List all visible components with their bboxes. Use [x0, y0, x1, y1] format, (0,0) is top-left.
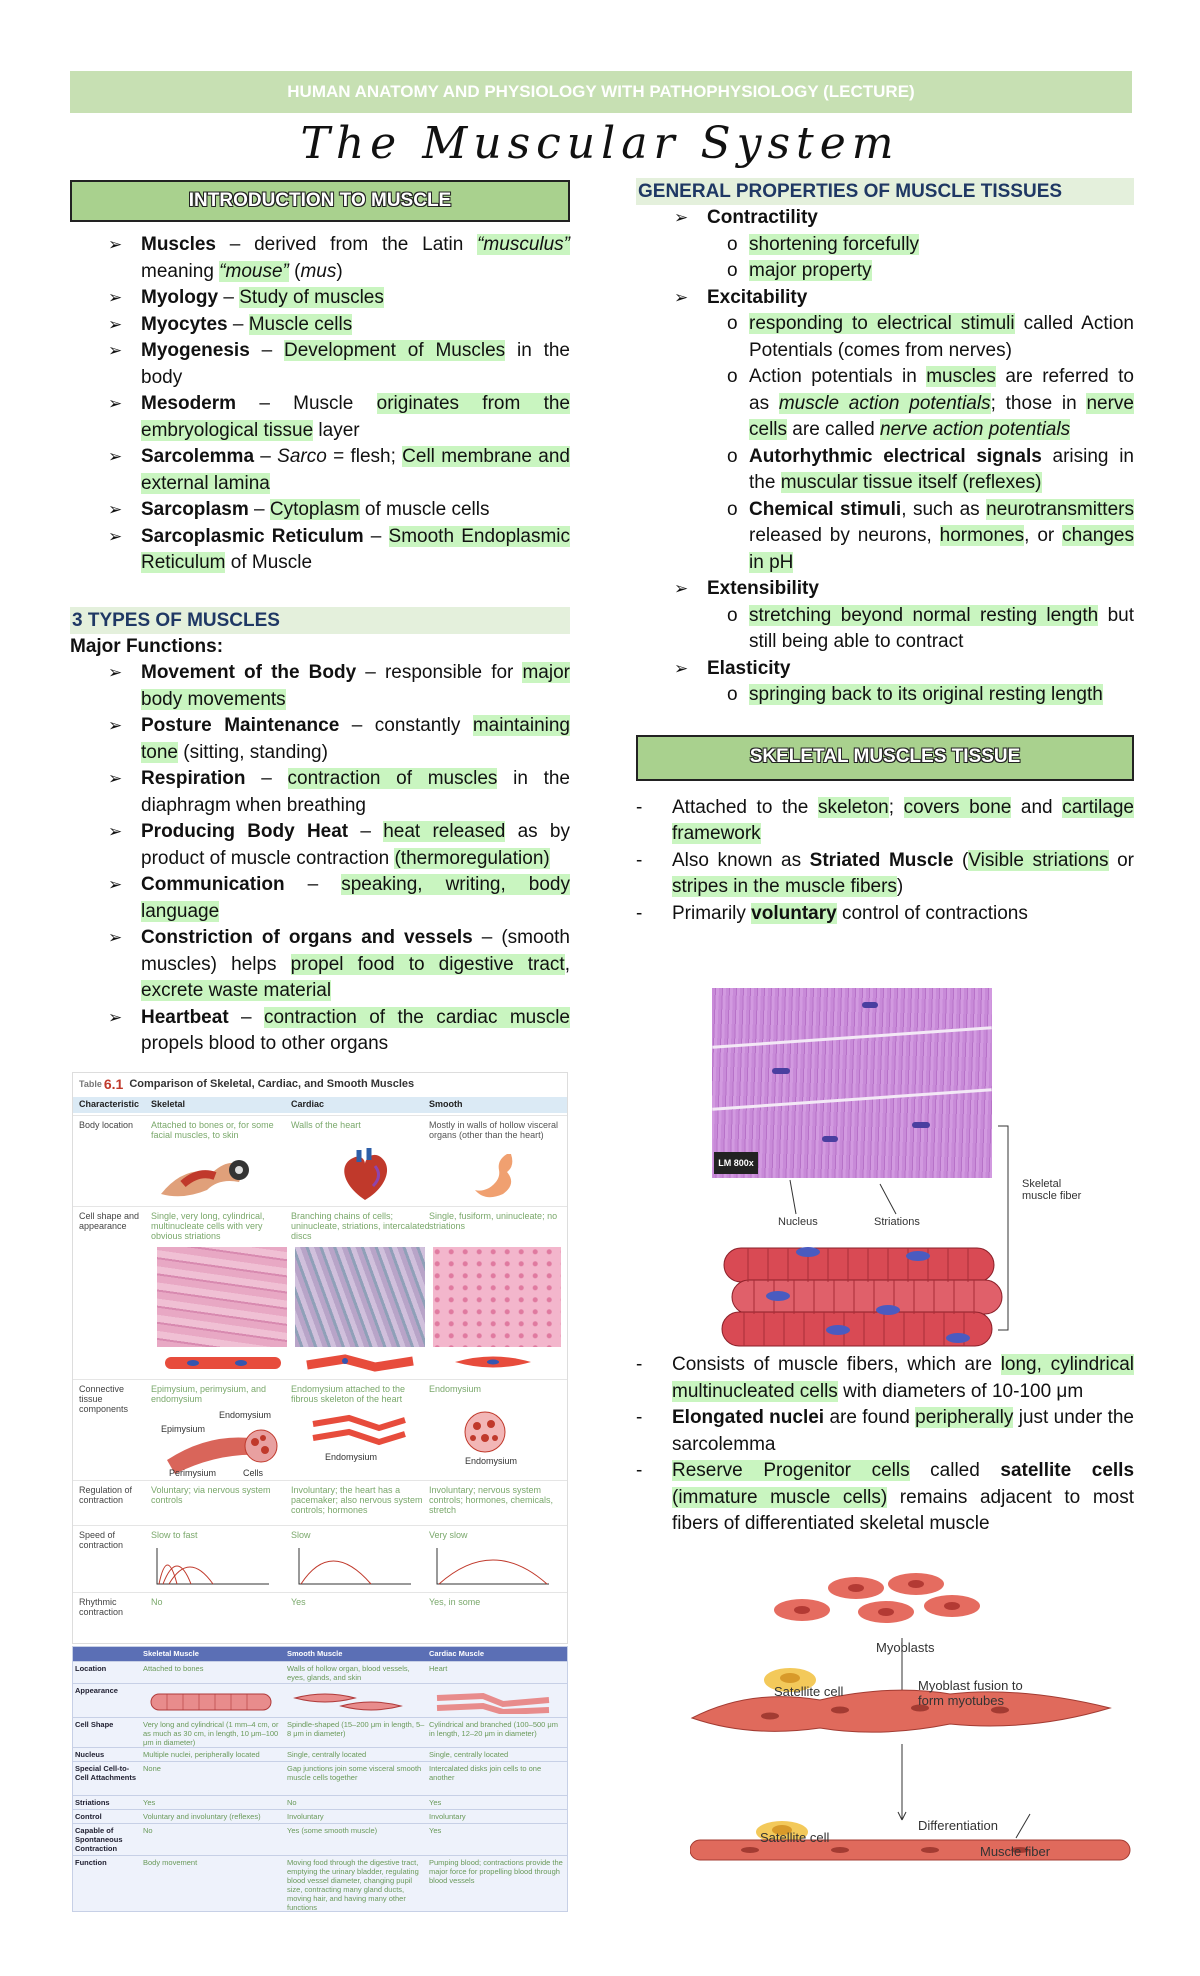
text-segment: 6.1 — [103, 1076, 124, 1092]
text-segment: Cytoplasm — [269, 499, 360, 520]
text-segment: – constantly — [339, 715, 473, 736]
text-segment: Smooth — [429, 1099, 463, 1109]
text-segment: Moving food through the digestive tract, emptying the urinary bladder, regulating blood vessel diameter, changing pupil size, contracting many gland ducts, moving hair, and having many other functions — [287, 1858, 419, 1912]
text-segment: Endomysium attached to the fibrous skeleton of the heart — [291, 1384, 406, 1404]
text-segment: major body movements — [141, 662, 570, 710]
text-segment: Location — [75, 1664, 107, 1673]
text-segment: Action potentials in — [749, 366, 927, 387]
text-segment: satellite cells — [1000, 1460, 1135, 1481]
text-segment: Epimysium — [161, 1424, 206, 1434]
smooth-cell-icon — [453, 1355, 533, 1369]
text-segment: Attached to the — [672, 796, 818, 818]
satellite-cell-label: Satellite cell — [774, 1684, 844, 1699]
text-segment: Involuntary; the heart has a pacemaker; also nervous system controls; hormones — [291, 1485, 423, 1515]
text-segment: Attached to bones or, for some facial muscles, to skin — [151, 1120, 274, 1140]
text-segment: Speed of contraction — [79, 1530, 124, 1550]
satellite-cell-diagram — [690, 1568, 1140, 1908]
text-segment: Single, fusiform, uninucleate; no striations — [429, 1211, 558, 1231]
text-segment: Control — [75, 1812, 102, 1821]
text-segment: are found — [824, 1407, 916, 1428]
sub-list-item — [671, 311, 1134, 364]
text-segment: Endomysium — [465, 1456, 518, 1466]
table-row — [73, 1717, 567, 1748]
text-segment: Cells — [243, 1468, 264, 1478]
text-segment: “mouse” — [219, 260, 289, 282]
text-segment: Yes — [291, 1597, 306, 1607]
text-segment: mus — [300, 260, 337, 282]
text-segment: Pumping blood; contractions provide the major force for propelling blood through blood vessels — [429, 1858, 563, 1885]
list-item — [70, 524, 570, 577]
text-segment: Producing Body Heat — [141, 821, 349, 842]
text-segment: Striations — [75, 1798, 110, 1807]
table-row — [73, 1823, 567, 1856]
text-segment: Very slow — [429, 1530, 468, 1540]
text-segment: called Action Potentials (comes from nerves) — [749, 313, 1134, 361]
text-segment: No — [287, 1798, 297, 1807]
sub-list-item — [671, 682, 1134, 709]
text-segment: Epimysium, perimysium, and endomysium — [151, 1384, 267, 1404]
muscle-summary-table — [72, 1646, 568, 1912]
page-title: The Muscular System — [300, 118, 900, 169]
table-row — [73, 1795, 567, 1810]
text-segment: Muscle cells — [248, 313, 353, 335]
text-segment: Consists of muscle fibers, which are — [672, 1354, 1001, 1375]
text-segment: Myology — [141, 287, 219, 308]
text-segment: but still being able to contract — [749, 604, 1134, 652]
text-segment: Regulation of contraction — [79, 1485, 133, 1505]
text-segment: Cardiac — [291, 1099, 325, 1109]
text-segment: (thermoregulation) — [394, 847, 550, 869]
text-segment: – (smooth muscles) helps — [141, 927, 570, 975]
text-segment: – — [348, 821, 384, 842]
text-segment: No — [143, 1826, 153, 1835]
stomach-icon — [467, 1150, 527, 1202]
table-title — [73, 1073, 567, 1095]
text-segment: Branching chains of cells; uninucleate, striations, intercalated discs — [291, 1211, 430, 1241]
major-functions-label: Major Functions: — [70, 635, 224, 657]
sub-list-item — [671, 364, 1134, 444]
text-segment: ) — [896, 876, 904, 897]
text-segment: Endomysium — [429, 1384, 482, 1394]
text-segment: Smooth Muscle — [287, 1649, 343, 1658]
text-segment: Mesoderm — [141, 393, 237, 414]
skeletal-micrograph — [157, 1247, 287, 1347]
text-segment: and — [1011, 796, 1063, 818]
text-segment: Skeletal — [151, 1099, 186, 1109]
table-row — [73, 1661, 567, 1684]
table-header — [73, 1647, 567, 1661]
table-row — [73, 1592, 567, 1633]
text-segment: or — [1108, 849, 1135, 871]
text-segment: ( — [953, 849, 969, 871]
text-segment: – — [227, 313, 249, 335]
text-segment: Cell Shape — [75, 1720, 114, 1729]
text-segment: just under the sarcolemma — [672, 1407, 1134, 1455]
text-segment: Yes (some smooth muscle) — [287, 1826, 378, 1835]
intro-heading-text: INTRODUCTION TO MUSCLE — [188, 189, 452, 211]
text-segment: Excitability — [707, 286, 808, 308]
text-segment: Walls of the heart — [291, 1120, 361, 1130]
text-segment: Appearance — [75, 1686, 118, 1695]
text-segment: Cell membrane and external lamina — [141, 446, 570, 494]
text-segment: Walls of hollow organ, blood vessels, eyes, glands, and skin — [287, 1664, 410, 1682]
text-segment: responding to electrical stimuli — [749, 313, 1015, 334]
sub-list-item — [671, 232, 1134, 259]
text-segment: arising in the — [749, 445, 1134, 493]
smooth-speed-curve — [433, 1546, 553, 1586]
text-segment: No — [151, 1597, 163, 1607]
text-segment: Nucleus — [75, 1750, 105, 1759]
text-segment: Involuntary — [287, 1812, 324, 1821]
text-segment: Voluntary and involuntary (reflexes) — [143, 1812, 261, 1821]
text-segment: Single, centrally located — [429, 1750, 509, 1759]
list-item — [70, 872, 570, 925]
list-item — [70, 1005, 570, 1058]
text-segment: stretching beyond normal resting length — [749, 604, 1099, 626]
text-segment: Cell shape and appearance — [79, 1211, 140, 1231]
text-segment: skeleton — [817, 796, 889, 818]
text-segment: Sarco — [277, 446, 327, 467]
text-segment: (immature muscle cells) — [672, 1486, 888, 1508]
list-item — [70, 497, 570, 524]
smooth-connective-diagram — [457, 1410, 513, 1454]
text-segment: maintaining tone — [141, 715, 570, 763]
list-item — [70, 766, 570, 819]
text-segment: muscles — [926, 366, 996, 387]
text-segment: Single, centrally located — [287, 1750, 367, 1759]
text-segment: Myocytes — [141, 313, 228, 335]
text-segment: heat released — [383, 821, 506, 842]
text-segment: Gap junctions join some visceral smooth muscle cells together — [287, 1764, 422, 1782]
text-segment: “musculus” — [477, 234, 570, 255]
text-segment: Yes — [143, 1798, 156, 1807]
text-segment: Extensibility — [707, 578, 819, 599]
text-segment: remains adjacent to most fibers of differentiated skeletal muscle — [672, 1486, 1135, 1534]
text-segment: as by product of muscle contraction — [141, 821, 570, 869]
text-segment: released by neurons, — [749, 525, 940, 546]
table-row — [73, 1525, 567, 1592]
text-segment: ( — [288, 260, 301, 282]
text-segment: peripherally — [915, 1407, 1014, 1428]
text-segment: control of contractions — [836, 902, 1028, 924]
text-segment: Reserve Progenitor cells — [672, 1460, 910, 1481]
text-segment: Chemical stimuli — [749, 498, 902, 520]
muscle-fiber-label: Muscle fiber — [980, 1844, 1051, 1859]
text-segment: – Muscle — [236, 393, 377, 414]
text-segment: nerve cells — [749, 392, 1134, 440]
text-segment: Involuntary; nervous system controls; hormones, chemicals, stretch — [429, 1485, 554, 1515]
list-item — [636, 285, 1134, 577]
heart-icon — [335, 1146, 395, 1204]
list-item — [636, 901, 1134, 928]
table-row — [73, 1855, 567, 1912]
text-segment: (sitting, standing) — [177, 741, 328, 763]
text-segment: contraction of the cardiac muscle — [263, 1006, 570, 1028]
text-segment: Mostly in walls of hollow visceral organs (other than the heart) — [429, 1120, 559, 1140]
text-segment: Elasticity — [707, 657, 791, 679]
sub-list-item — [671, 603, 1134, 656]
text-segment: covers bone — [903, 796, 1012, 818]
text-segment: excrete waste material — [141, 980, 332, 1001]
table-row — [73, 1115, 567, 1206]
table-row — [73, 1761, 567, 1796]
list-item — [70, 232, 570, 285]
properties-list — [636, 205, 1134, 709]
text-segment: neurotransmitters — [986, 498, 1134, 520]
text-segment: Endomysium — [325, 1452, 378, 1462]
text-segment: – — [254, 446, 278, 467]
text-segment: Also known as — [672, 849, 810, 871]
text-segment: cartilage framework — [672, 796, 1135, 844]
differentiation-label: Differentiation — [918, 1818, 998, 1833]
skeletal-heading — [636, 735, 1134, 781]
list-item — [70, 391, 570, 444]
list-item — [636, 205, 1134, 285]
list-item — [70, 660, 570, 713]
text-segment: springing back to its original resting length — [749, 684, 1103, 705]
striations-label: Striations — [874, 1216, 920, 1228]
text-segment: Multiple nuclei, peripherally located — [143, 1750, 260, 1759]
text-segment: Heartbeat — [141, 1006, 229, 1028]
list-item — [636, 848, 1134, 901]
text-segment: Posture Maintenance — [141, 715, 340, 736]
text-segment: hormones — [939, 525, 1025, 546]
text-segment: – — [249, 340, 284, 361]
text-segment: Cylindrical and branched (100–500 μm in length, 12–20 μm in diameter) — [429, 1720, 558, 1738]
text-segment: Elongated nuclei — [672, 1407, 825, 1428]
sub-list-item — [671, 444, 1134, 497]
text-segment: nerve action potentials — [879, 419, 1071, 440]
cardiac-speed-curve — [295, 1546, 415, 1586]
text-segment: – — [218, 287, 240, 308]
intro-list — [70, 232, 570, 577]
text-segment: Contractility — [707, 207, 818, 228]
text-segment: Yes — [429, 1798, 442, 1807]
text-segment: Intercalated disks join cells to one another — [429, 1764, 542, 1782]
cardiac-appearance-icon — [433, 1690, 553, 1714]
smooth-appearance-icon — [291, 1690, 421, 1714]
text-segment: Function — [75, 1858, 107, 1867]
text-segment: Cardiac Muscle — [429, 1649, 485, 1658]
sub-list-item — [671, 497, 1134, 577]
text-segment: Slow — [291, 1530, 311, 1540]
text-segment: None — [143, 1764, 161, 1773]
text-segment: shortening forcefully — [749, 233, 920, 255]
text-segment: Voluntary; via nervous system controls — [151, 1485, 271, 1505]
text-segment: Connective tissue components — [79, 1384, 129, 1414]
text-segment: originates from the embryological tissue — [141, 393, 570, 441]
skeletal-list-2 — [636, 1352, 1134, 1538]
skeletal-list — [636, 795, 1134, 928]
text-segment: Skeletal Muscle — [143, 1649, 199, 1658]
text-segment: in the body — [141, 340, 570, 388]
text-segment: Rhythmic contraction — [79, 1597, 124, 1617]
table-row — [73, 1206, 567, 1379]
text-segment: Yes — [429, 1826, 442, 1835]
satellite-cell-label-2: Satellite cell — [760, 1830, 830, 1845]
text-segment: Visible striations — [968, 849, 1109, 871]
text-segment: – — [228, 1006, 264, 1028]
left-column — [70, 180, 570, 1058]
text-segment: Communication — [141, 874, 285, 895]
table-header — [73, 1097, 567, 1113]
text-segment: propel food to digestive tract — [290, 953, 565, 975]
course-banner — [70, 71, 1132, 113]
text-segment: Smooth Endoplasmic Reticulum — [141, 525, 570, 573]
smooth-micrograph — [433, 1247, 561, 1347]
text-segment: – — [248, 499, 270, 520]
text-segment: Characteristic — [79, 1099, 140, 1109]
list-item — [636, 1405, 1134, 1458]
text-segment: – — [363, 525, 389, 547]
text-segment: speaking, writing, body language — [141, 874, 570, 922]
text-segment: with diameters of 10-100 μm — [837, 1380, 1084, 1402]
cardiac-micrograph — [295, 1247, 425, 1347]
text-segment: Study of muscles — [239, 287, 384, 308]
list-item — [636, 795, 1134, 848]
text-segment: Sarcoplasm — [141, 499, 249, 520]
text-segment: voluntary — [751, 902, 837, 924]
skeletal-heading-text: SKELETAL MUSCLES TISSUE — [749, 746, 1021, 768]
skeletal-appearance-icon — [147, 1690, 277, 1714]
list-item — [70, 338, 570, 391]
myoblasts-label: Myoblasts — [876, 1640, 935, 1655]
types-heading: 3 TYPES OF MUSCLES — [70, 607, 570, 634]
text-segment: major property — [749, 260, 872, 281]
list-item — [636, 1458, 1134, 1538]
list-item — [70, 285, 570, 312]
fusion-label: Myoblast fusion to form myotubes — [918, 1678, 1023, 1708]
text-segment: layer — [313, 419, 360, 441]
text-segment: Endomysium — [219, 1410, 272, 1420]
table-row — [73, 1480, 567, 1525]
cardiac-connective-diagram — [309, 1412, 409, 1448]
text-segment: Body location — [79, 1120, 134, 1130]
text-segment: Primarily — [672, 902, 752, 924]
arm-muscle-icon — [153, 1146, 253, 1202]
comparison-table-figure — [72, 1072, 568, 1644]
text-segment: ) — [336, 260, 343, 282]
list-item — [636, 576, 1134, 656]
list-item — [636, 656, 1134, 709]
text-segment: of Muscle — [225, 552, 313, 573]
text-segment: long, cylindrical multinucleated cells — [672, 1354, 1134, 1402]
text-segment: of muscle cells — [359, 499, 490, 520]
muscle-fibers-drawing — [718, 1236, 1008, 1364]
text-segment: , or — [1024, 525, 1063, 546]
text-segment: contraction of muscles — [287, 768, 498, 789]
text-segment: Slow to fast — [151, 1530, 198, 1540]
table-row — [73, 1379, 567, 1480]
cardiac-cell-icon — [305, 1353, 415, 1375]
text-segment: Autorhythmic electrical signals — [749, 445, 1042, 467]
text-segment: Involuntary — [429, 1812, 466, 1821]
text-segment: called — [909, 1460, 1001, 1481]
text-segment: muscular tissue itself (reflexes) — [780, 472, 1042, 493]
list-item — [70, 819, 570, 872]
text-segment: ; those in — [990, 392, 1087, 414]
text-segment: Capable of Spontaneous Contraction — [75, 1826, 123, 1853]
text-segment: Attached to bones — [143, 1664, 204, 1673]
skeletal-fiber-label: Skeletal muscle fiber — [1022, 1178, 1082, 1202]
list-item — [70, 713, 570, 766]
skeletal-micrograph-image — [712, 988, 992, 1178]
text-segment: Muscles — [141, 234, 216, 255]
text-segment: Yes, in some — [429, 1597, 481, 1607]
text-segment: propels blood to other organs — [141, 1033, 389, 1054]
text-segment: – responsible for — [356, 662, 523, 683]
text-segment: Constriction of organs and vessels — [141, 927, 473, 948]
text-segment: Development of Muscles — [284, 340, 506, 361]
list-item — [70, 925, 570, 1005]
text-segment: Special Cell-to-Cell Attachments — [75, 1764, 136, 1782]
list-item — [636, 1352, 1134, 1405]
text-segment: are referred to as — [749, 366, 1134, 414]
text-segment: = flesh; — [326, 446, 403, 467]
text-segment: Striated Muscle — [809, 849, 954, 871]
text-segment: Comparison of Skeletal, Cardiac, and Smooth Muscles — [129, 1078, 415, 1090]
text-segment: , such as — [901, 498, 987, 520]
text-segment: Very long and cylindrical (1 mm–4 cm, or as much as 30 cm, in length, 10 μm–100 μm in diameter) — [143, 1720, 279, 1747]
text-segment: muscle action potentials — [778, 392, 991, 414]
text-segment: Sarcoplasmic Reticulum — [141, 525, 364, 547]
table-row — [73, 1683, 567, 1718]
text-segment: in the diaphragm when breathing — [141, 768, 570, 816]
text-segment: Myogenesis — [141, 340, 250, 361]
skeletal-cell-icon — [163, 1353, 283, 1373]
nucleus-label: Nucleus — [778, 1216, 818, 1228]
text-segment: Sarcolemma — [141, 446, 255, 467]
course-title: HUMAN ANATOMY AND PHYSIOLOGY WITH PATHOPHYSIOLOGY (LECTURE) — [287, 82, 915, 101]
text-segment: Body movement — [143, 1858, 198, 1867]
text-segment: ; — [888, 796, 904, 818]
text-segment: – — [245, 768, 288, 789]
intro-heading — [70, 180, 570, 222]
right-column — [636, 178, 1134, 927]
text-segment: Spindle-shaped (15–200 μm in length, 5–8 μm in diameter) — [287, 1720, 425, 1738]
functions-list — [70, 660, 570, 1058]
text-segment: , — [564, 953, 570, 975]
list-item — [70, 444, 570, 497]
text-segment: Heart — [429, 1664, 448, 1673]
list-item — [70, 312, 570, 339]
text-segment: Respiration — [141, 768, 246, 789]
text-segment: changes in pH — [749, 525, 1134, 573]
text-segment: Table — [79, 1079, 102, 1089]
text-segment: Perimysium — [169, 1468, 217, 1478]
text-segment: are called — [787, 419, 880, 440]
skeletal-speed-curve — [153, 1546, 273, 1586]
scale-label: LM 800x — [714, 1152, 758, 1174]
skeletal-more — [636, 1352, 1134, 1538]
sub-list-item — [671, 258, 1134, 285]
properties-heading: GENERAL PROPERTIES OF MUSCLE TISSUES — [636, 178, 1134, 205]
text-segment: stripes in the muscle fibers — [672, 876, 897, 897]
table-row — [73, 1747, 567, 1762]
text-segment: Movement of the Body — [141, 662, 357, 683]
text-segment: meaning — [141, 260, 220, 282]
text-segment: – derived from the Latin — [215, 234, 478, 255]
table-row — [73, 1809, 567, 1824]
text-segment: – — [284, 874, 342, 895]
text-segment: Single, very long, cylindrical, multinucleate cells with very obvious striations — [151, 1211, 265, 1241]
